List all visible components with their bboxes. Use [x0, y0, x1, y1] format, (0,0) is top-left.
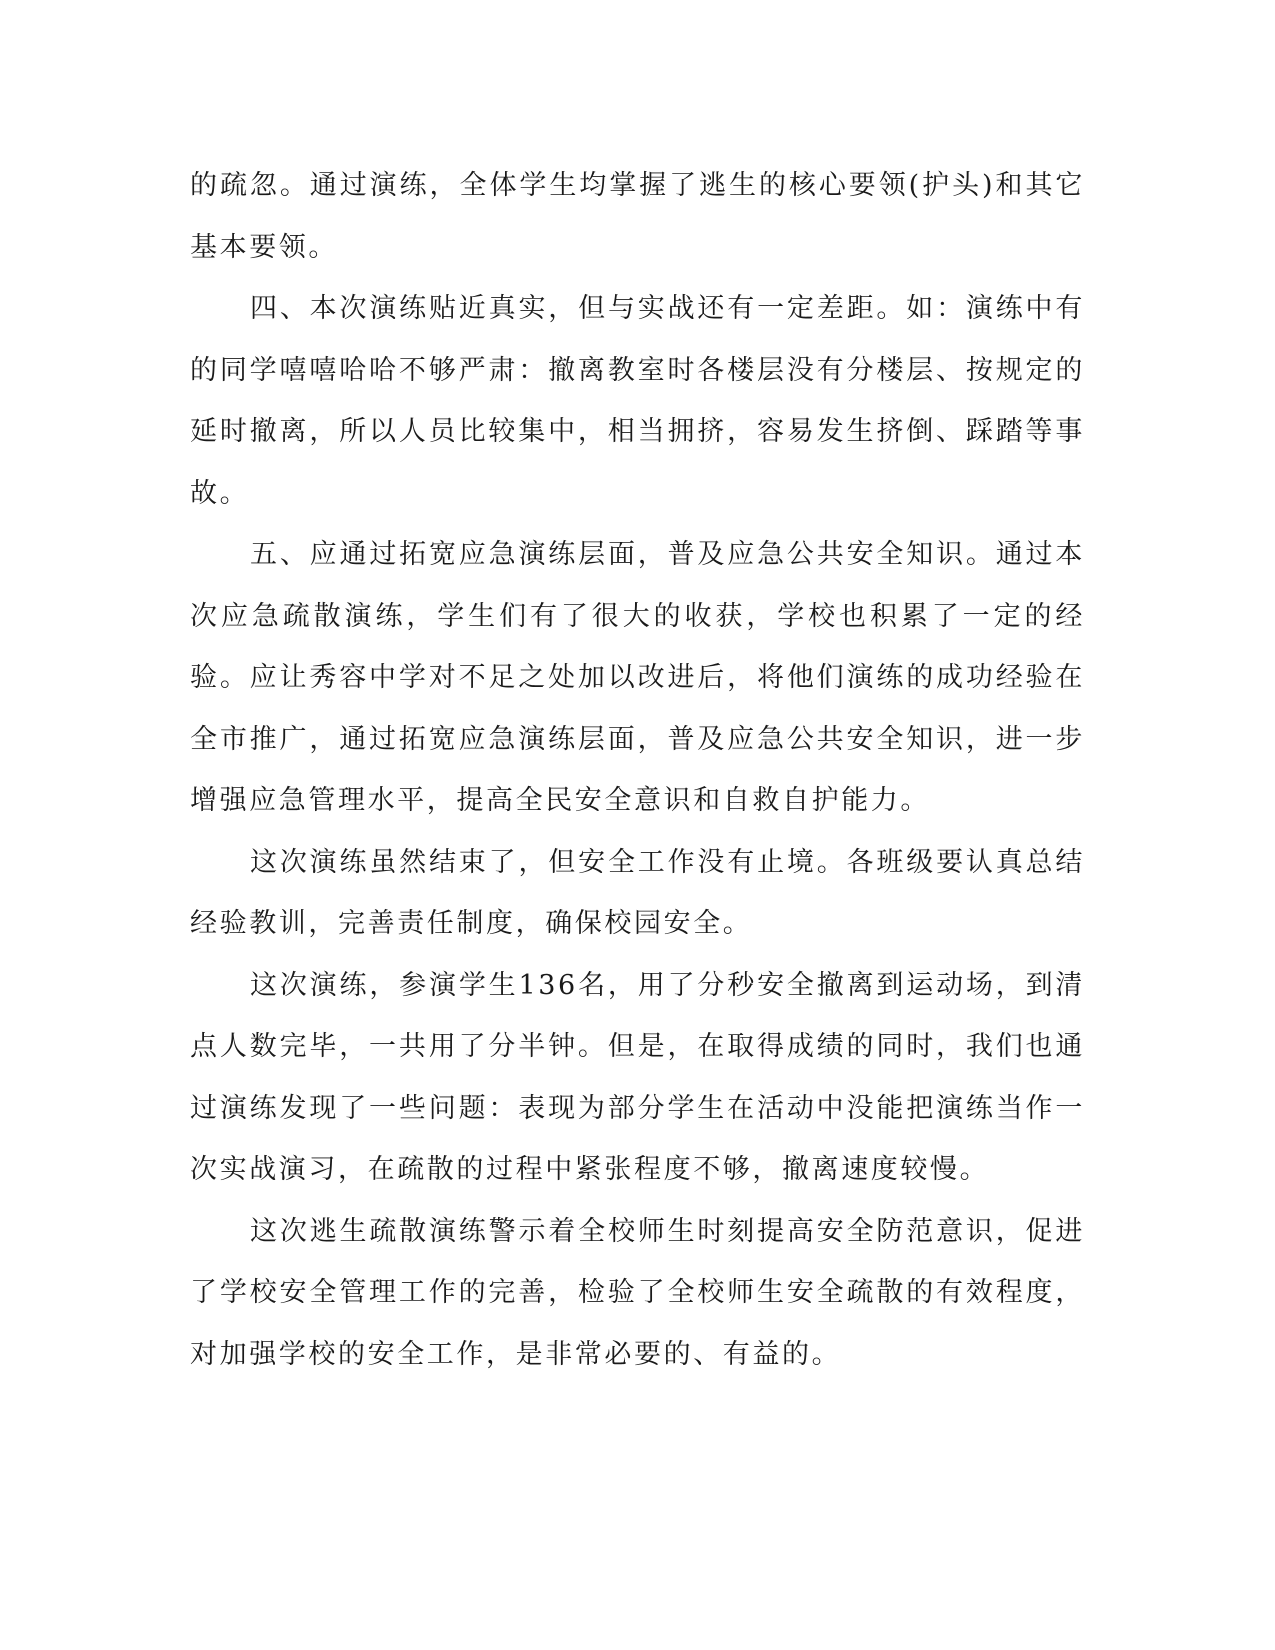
paragraph-point-four: 四、本次演练贴近真实，但与实战还有一定差距。如：演练中有的同学嘻嘻哈哈不够严肃：撤离教室时各楼层没有分楼层、按规定的延时撤离，所以人员比较集中，相当拥挤，容易发生挤倒、踩踏等事故。	[190, 293, 1085, 509]
paragraph-drill-stats: 这次演练，参演学生136名，用了分秒安全撤离到运动场，到清点人数完毕，一共用了分半钟。但是，在取得成绩的同时，我们也通过演练发现了一些问题：表现为部分学生在活动中没能把演练当作一次实战演习，在疏散的过程中紧张程度不够，撤离速度较慢。	[190, 969, 1085, 1185]
paragraph-final-remarks: 这次逃生疏散演练警示着全校师生时刻提高安全防范意识，促进了学校安全管理工作的完善，检验了全校师生安全疏散的有效程度，对加强学校的安全工作，是非常必要的、有益的。	[190, 1215, 1085, 1370]
document-body	[190, 155, 1085, 1385]
paragraph-continuation: 的疏忽。通过演练，全体学生均掌握了逃生的核心要领(护头)和其它基本要领。	[190, 170, 1085, 263]
paragraph-conclusion: 这次演练虽然结束了，但安全工作没有止境。各班级要认真总结经验教训，完善责任制度，确保校园安全。	[190, 846, 1085, 939]
paragraph-point-five: 五、应通过拓宽应急演练层面，普及应急公共安全知识。通过本次应急疏散演练，学生们有了很大的收获，学校也积累了一定的经验。应让秀容中学对不足之处加以改进后，将他们演练的成功经验在全市推广，通过拓宽应急演练层面，普及应急公共安全知识，进一步增强应急管理水平，提高全民安全意识和自救自护能力。	[190, 539, 1085, 816]
